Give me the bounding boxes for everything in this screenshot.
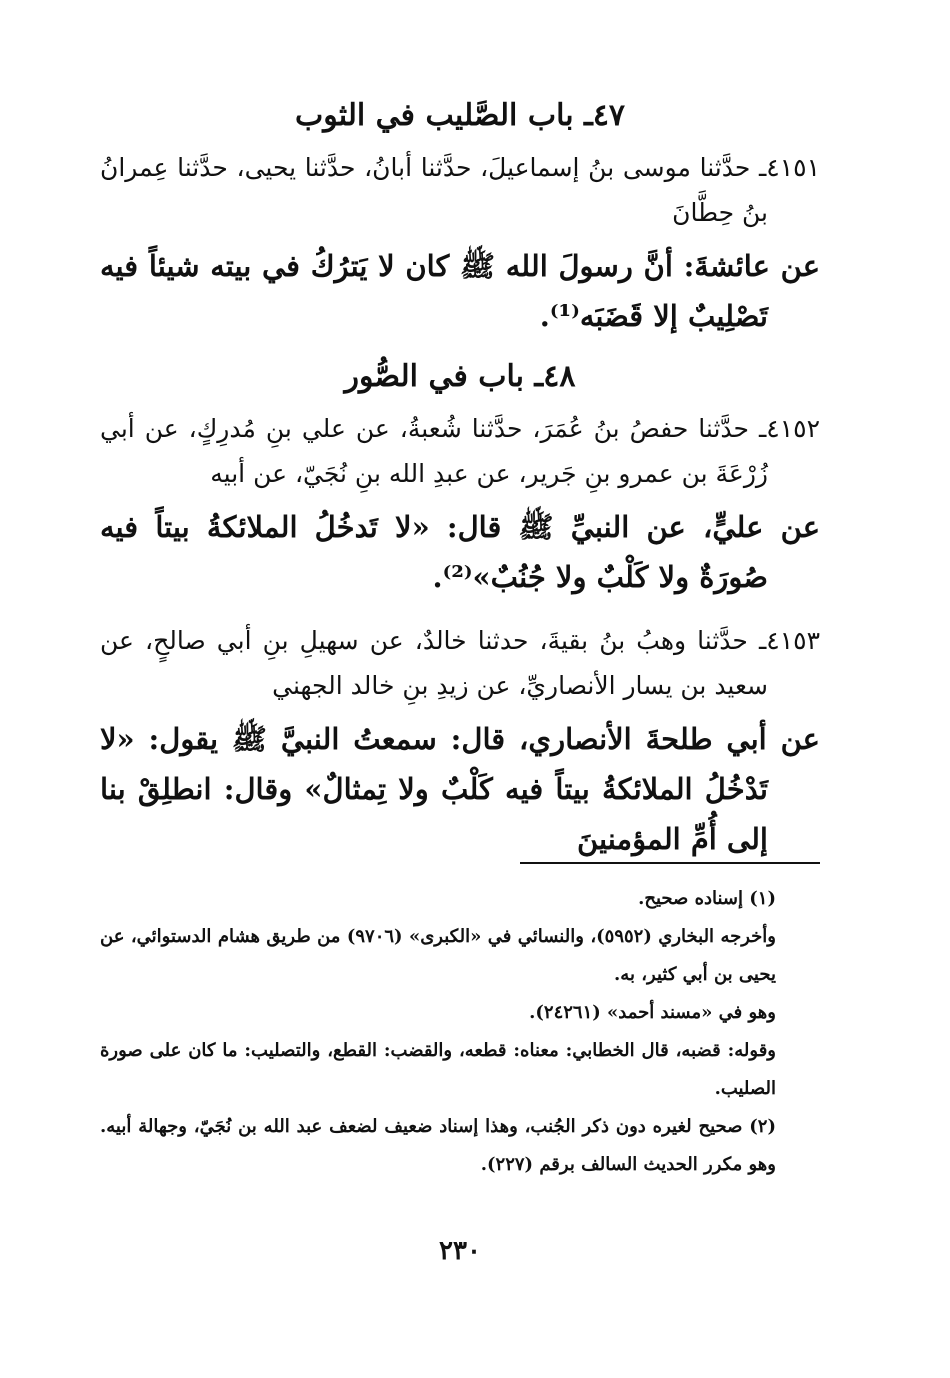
footnote-1-explanation: وقوله: قضبه، قال الخطابي: معناه: قطعه، والقضب: القطع، والتصليب: ما كان على صورة الصليب. [100,1040,776,1099]
footnote-2: (٢) صحيح لغيره دون ذكر الجُنب، وهذا إسناد ضعيف لضعف عبد الله بن نُجَيّ، وجهالة أبيه. وهو مكرر الحديث السالف برقم (٢٢٧). [100,1116,776,1175]
hadith-4151-isnad [100,145,820,235]
chapter-title-48: ٤٨ـ باب في الصُّور [344,359,576,394]
footnote-1: (١) إسناده صحيح. [638,888,776,909]
matn-text: عن أبي طلحةَ الأنصاري، قال: سمعتُ النبيَّ ﷺ يقول: «لا تَدْخُلُ الملائكةُ بيتاً فيه كَلْبٌ ولا تِمثالٌ» وقال: انطلِقْ بنا إلى أُمِّ المؤمنينَ [100,722,820,856]
hadith-4151-matn [100,241,820,341]
hadith-4152-matn [100,502,820,602]
matn-text: عن عليٍّ، عن النبيِّ ﷺ قال: «لا تَدخُلُ الملائكةُ بيتاً فيه صُورَةٌ ولا كَلْبٌ ولا جُنُبٌ»⁽²⁾. [100,510,820,594]
matn-text: عن عائشةَ: أنَّ رسولَ الله ﷺ كان لا يَترُكُ في بيته شيئاً فيه تَصْلِيبٌ إلا قَضَبَه⁽¹⁾. [100,249,820,333]
footnote-divider [520,862,820,864]
footnotes [100,880,820,1184]
hadith-4153-isnad [100,618,820,708]
chapter-title-47: ٤٧ـ باب الصَّليب في الثوب [294,98,626,133]
isnad-text: ٤١٥١ـ حدَّثنا موسى بنُ إسماعيلَ، حدَّثنا أبانُ، حدَّثنا يحيى، حدَّثنا عِمرانُ بنُ حِطَّانَ [100,153,820,227]
isnad-text: ٤١٥٣ـ حدَّثنا وهبُ بنُ بقيةَ، حدثنا خالدٌ، عن سهيلِ بنِ أبي صالحٍ، عن سعيد بن يسار الأنصاريِّ، عن زيدِ بنِ خالد الجهني [100,626,820,700]
isnad-text: ٤١٥٢ـ حدَّثنا حفصُ بنُ عُمَرَ، حدَّثنا شُعبةُ، عن علي بنِ مُدرِكٍ، عن أبي زُرْعَةَ بن عمرو بنِ جَرير، عن عبدِ الله بنِ نُجَيّ، عن أبيه [100,414,820,488]
footnote-1-musnad: وهو في «مسند أحمد» (٢٤٢٦١). [529,1002,776,1023]
footnote-1-takhrij: وأخرجه البخاري (٥٩٥٢)، والنسائي في «الكبرى» (٩٧٠٦) من طريق هشام الدستوائي، عن يحيى بن أبي كثير، به. [100,926,776,985]
hadith-4152-isnad [100,406,820,496]
book-page [100,88,820,1288]
page-number: ٢٣٠ [439,1236,481,1266]
hadith-4153-matn [100,714,820,864]
